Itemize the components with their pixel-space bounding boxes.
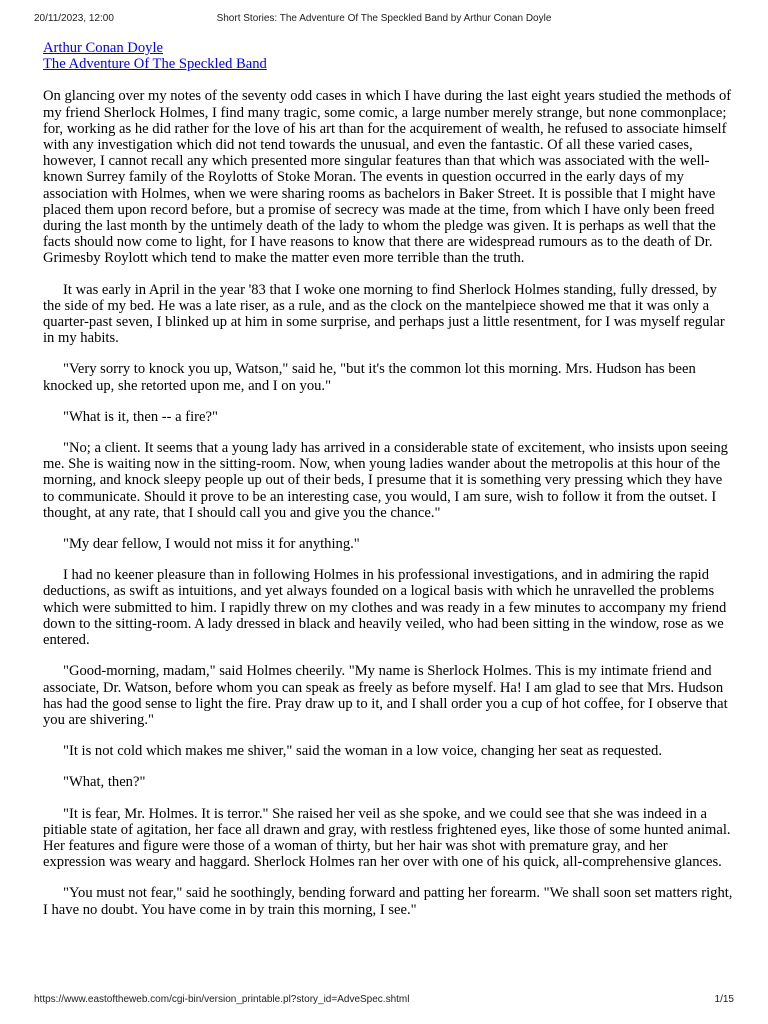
author-link[interactable]: Arthur Conan Doyle <box>43 40 163 56</box>
story-paragraph: "What, then?" <box>63 774 146 791</box>
page-number: 1/15 <box>714 994 734 1005</box>
story-paragraph: "You must not fear," said he soothingly, bending forward and patting her forearm. "We shall soon set matters right, I have no doubt. You have come in by train this morning, I see." <box>43 885 733 918</box>
page-content <box>43 40 733 933</box>
story-paragraph: "My dear fellow, I would not miss it for anything." <box>63 536 360 553</box>
story-body <box>43 88 733 917</box>
print-datetime: 20/11/2023, 12:00 <box>34 13 114 24</box>
story-paragraph: "It is fear, Mr. Holmes. It is terror." She raised her veil as she spoke, and we could see that she was indeed in a pitiable state of agitation, her face all drawn and gray, with restless frightened eyes, like those of some hunted animal. Her features and figure were those of a woman of thirty, but her hair was shot with premature gray, and her expression was weary and haggard. Sherlock Holmes ran her over with one of his quick, all-comprehensive glances. <box>43 805 731 871</box>
story-paragraph: It was early in April in the year '83 that I woke one morning to find Sherlock Holmes standing, fully dressed, by the side of my bed. He was a late riser, as a rule, and as the clock on the mantelpiece showed me that it was only a quarter-past seven, I blinked up at him in some surprise, and perhaps just a little resentment, for I was myself regular in my habits. <box>43 281 725 347</box>
story-paragraph: I had no keener pleasure than in following Holmes in his professional investigations, and in admiring the rapid deductions, as swift as intuitions, and yet always founded on a logical basis with which he unravelled the problems which were submitted to him. I rapidly threw on my clothes and was ready in a few minutes to accompany my friend down to the sitting-room. A lady dressed in black and heavily veiled, who had been sitting in the window, rose as we entered. <box>43 567 727 649</box>
print-page-title: Short Stories: The Adventure Of The Speckled Band by Arthur Conan Doyle <box>216 13 552 24</box>
story-paragraph: On glancing over my notes of the seventy odd cases in which I have during the last eight years studied the methods of my friend Sherlock Holmes, I find many tragic, some comic, a large number merely strange, but none commonplace; for, working as he did rather for the love of his art than for the acquirement of wealth, he refused to associate himself with any investigation which did not tend towards the unusual, and even the fantastic. Of all these varied cases, however, I cannot recall any which presented more singular features than that which was associated with the well-known Surrey family of the Roylotts of Stoke Moran. The events in question occurred in the early days of my association with Holmes, when we were sharing rooms as bachelors in Baker Street. It is possible that I might have placed them upon record before, but a promise of secrecy was made at the time, from which I have only been freed during the last month by the untimely death of the lady to whom the pledge was given. It is perhaps as well that the facts should now come to light, for I have reasons to know that there are widespread rumours as to the death of Dr. Grimesby Roylott which tend to make the matter even more terrible than the truth. <box>43 88 732 267</box>
story-paragraph: "Very sorry to knock you up, Watson," said he, "but it's the common lot this morning. Mrs. Hudson has been knocked up, she retorted upon me, and I on you." <box>43 361 696 394</box>
story-title-link[interactable]: The Adventure Of The Speckled Band <box>43 56 267 73</box>
story-links <box>43 40 733 72</box>
print-header <box>34 13 734 27</box>
print-footer <box>34 994 734 1008</box>
story-paragraph: "What is it, then -- a fire?" <box>63 408 218 425</box>
story-paragraph: "It is not cold which makes me shiver," said the woman in a low voice, changing her seat as requested. <box>63 743 662 760</box>
story-paragraph: "Good-morning, madam," said Holmes cheerily. "My name is Sherlock Holmes. This is my intimate friend and associate, Dr. Watson, before whom you can speak as freely as before myself. Ha! I am glad to see that Mrs. Hudson has had the good sense to light the fire. Pray draw up to it, and I shall order you a cup of hot coffee, for I observe that you are shivering." <box>43 663 728 728</box>
story-paragraph: "No; a client. It seems that a young lady has arrived in a considerable state of excitement, who insists upon seeing me. She is waiting now in the sitting-room. Now, when young ladies wander about the metropolis at this hour of the morning, and knock sleepy people up out of their beds, I presume that it is something very pressing which they have to communicate. Should it prove to be an interesting case, you would, I am sure, wish to follow it from the outset. I thought, at any rate, that I should call you and give you the chance." <box>43 440 728 521</box>
print-url: https://www.eastoftheweb.com/cgi-bin/version_printable.pl?story_id=AdveSpec.shtml <box>34 994 410 1005</box>
